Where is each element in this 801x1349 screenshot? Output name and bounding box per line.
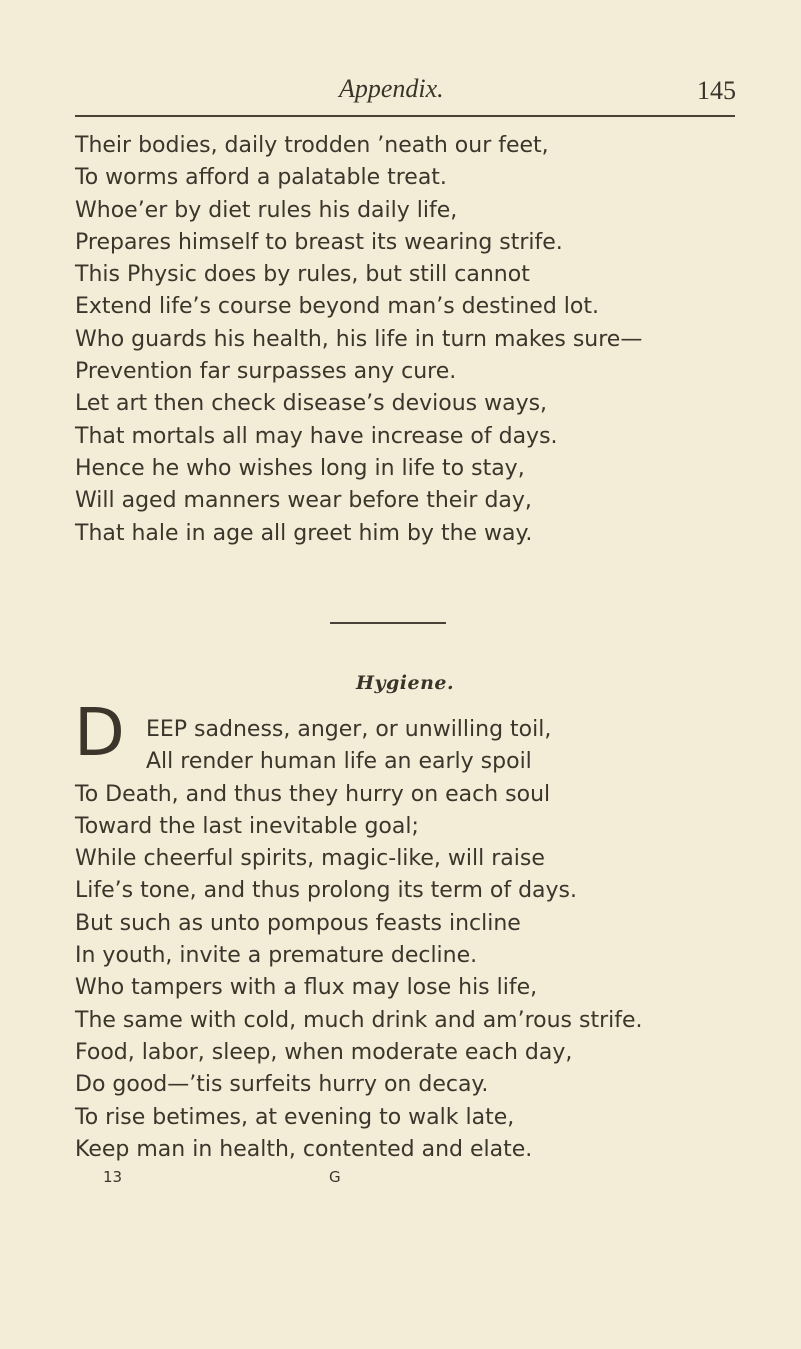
verse-line: That hale in age all greet him by the way. (75, 520, 533, 546)
verse-line: In youth, invite a premature decline. (75, 943, 478, 969)
verse-line: Hence he who wishes long in life to stay, (75, 455, 525, 481)
verse-line: Prepares himself to breast its wearing strife. (75, 229, 563, 255)
verse-line: Food, labor, sleep, when moderate each day, (75, 1039, 573, 1065)
verse-line: That mortals all may have increase of days. (75, 423, 558, 449)
poem-one (75, 130, 642, 550)
verse-line: Keep man in health, contented and elate. (75, 1136, 533, 1162)
verse-line: The same with cold, much drink and am’rous strife. (75, 1007, 643, 1033)
verse-line: This Physic does by rules, but still cannot (75, 262, 530, 288)
section-title: Hygiene. (356, 672, 455, 694)
poem-two (75, 714, 643, 1166)
running-head (0, 70, 801, 110)
verse-line: Toward the last inevitable goal; (75, 813, 419, 839)
page-number: 145 (697, 76, 736, 105)
verse-line: Do good—’tis surfeits hurry on decay. (75, 1072, 489, 1098)
verse-line: Life’s tone, and thus prolong its term of days. (75, 878, 578, 904)
header-rule (75, 115, 735, 117)
verse-line: Their bodies, daily trodden ’neath our feet, (75, 133, 549, 158)
verse-line: All render human life an early spoil (146, 749, 532, 775)
verse-line: To rise betimes, at evening to walk late, (75, 1104, 515, 1130)
verse-line: EEP sadness, anger, or unwilling toil, (146, 717, 552, 742)
running-head-title: Appendix. (339, 74, 444, 103)
signature-number: 13 (103, 1168, 123, 1186)
signature-letter: G (329, 1168, 341, 1186)
section-divider-rule (330, 622, 446, 624)
verse-line: While cheerful spirits, magic-like, will raise (75, 846, 545, 872)
drop-cap: D (74, 694, 125, 771)
verse-line: Who tampers with a flux may lose his life, (75, 975, 538, 1001)
verse-line: Let art then check disease’s devious ways, (75, 391, 548, 417)
verse-line: Extend life’s course beyond man’s destined lot. (75, 294, 599, 320)
verse-line: Whoe’er by diet rules his daily life, (75, 197, 458, 223)
verse-line: Will aged manners wear before their day, (75, 488, 532, 514)
verse-line: To Death, and thus they hurry on each soul (75, 781, 551, 807)
verse-line: But such as unto pompous feasts incline (75, 910, 521, 936)
verse-line: Prevention far surpasses any cure. (75, 359, 457, 385)
verse-line: To worms afford a palatable treat. (75, 165, 447, 191)
verse-line: Who guards his health, his life in turn makes sure— (75, 326, 643, 352)
